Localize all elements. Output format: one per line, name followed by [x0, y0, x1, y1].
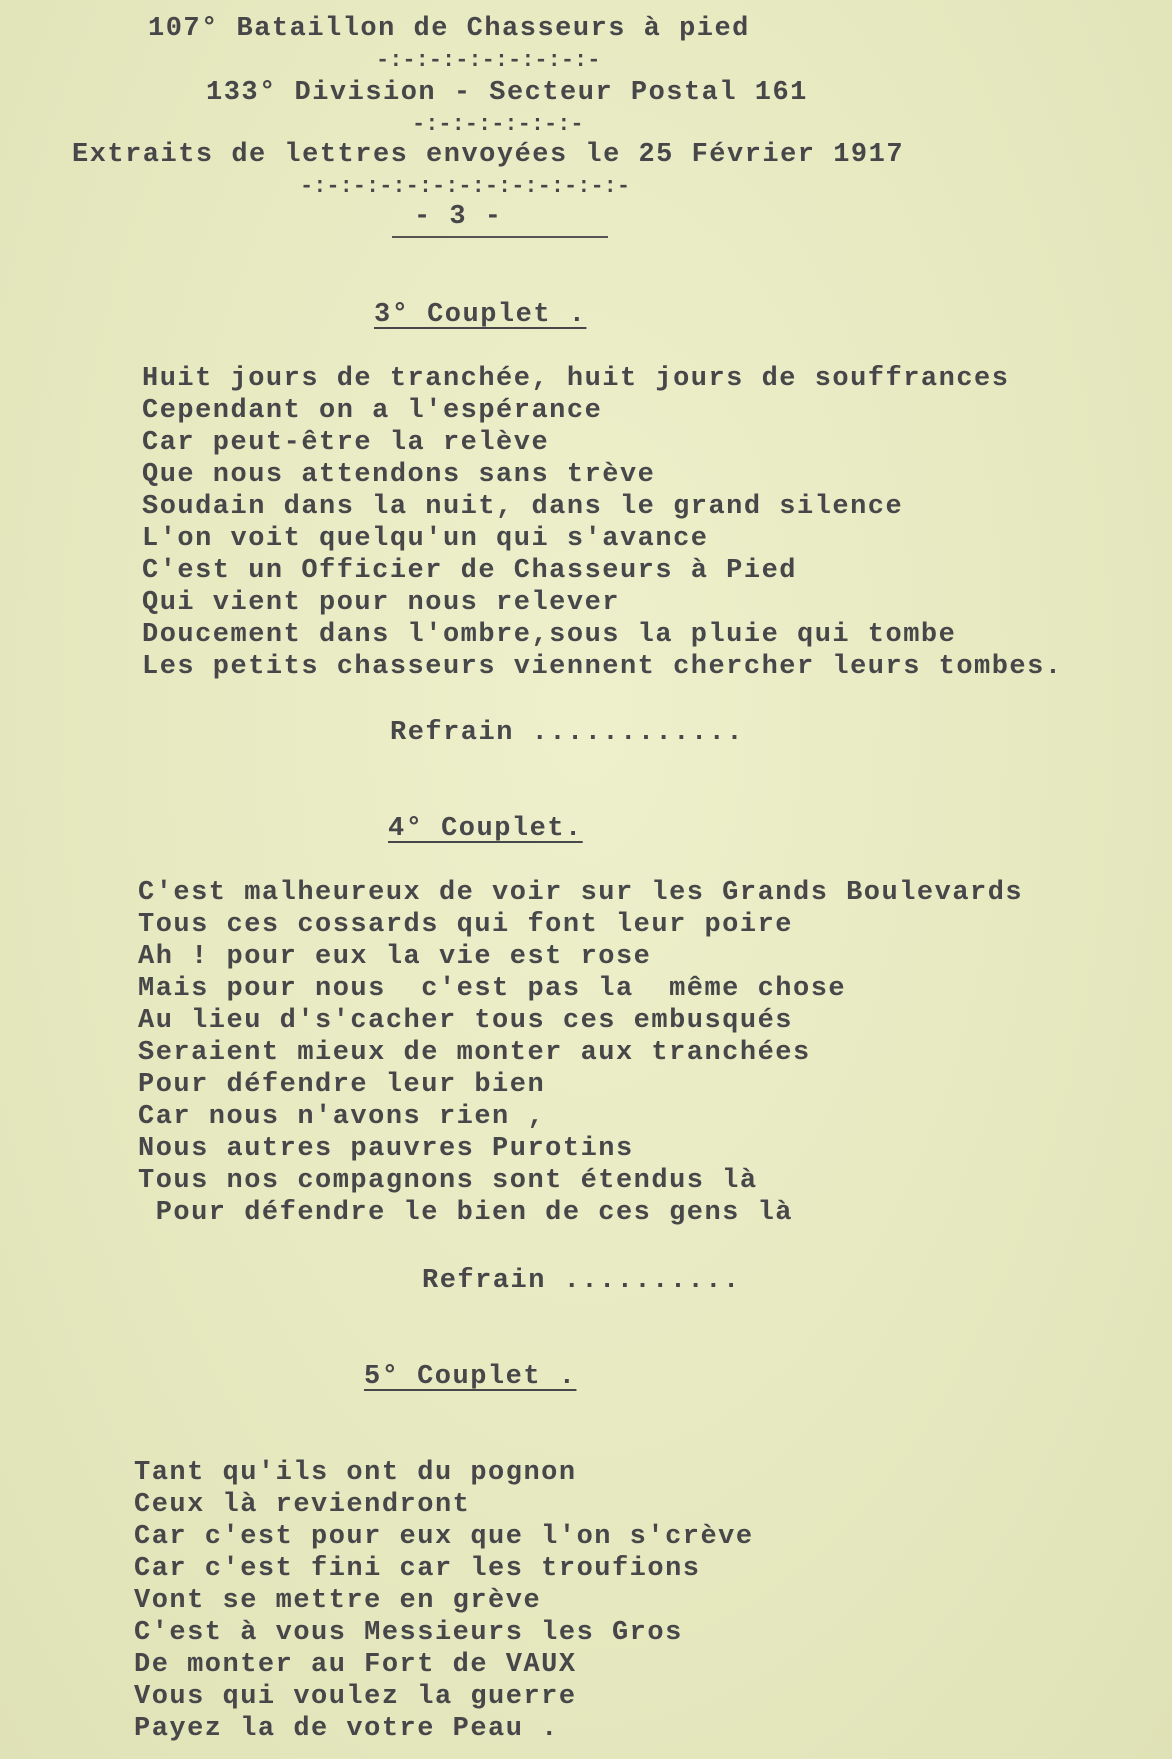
- couplet-3-line: L'on voit quelqu'un qui s'avance: [142, 524, 709, 554]
- couplet-4-line: Pour défendre leur bien: [138, 1070, 546, 1100]
- couplet-4-line: C'est malheureux de voir sur les Grands Boulevards: [138, 878, 1024, 908]
- couplet-5-line: Car c'est pour eux que l'on s'crève: [134, 1522, 754, 1552]
- couplet-5-line: De monter au Fort de VAUX: [134, 1650, 577, 1680]
- couplet-4-line: Au lieu d's'cacher tous ces embusqués: [138, 1006, 793, 1036]
- header-battalion: 107° Bataillon de Chasseurs à pied: [148, 14, 750, 44]
- couplet-3-line: Doucement dans l'ombre,sous la pluie qui tombe: [142, 620, 957, 650]
- header-separator-3: -:-:-:-:-:-:-:-:-:-:-:-:-: [300, 174, 631, 199]
- couplet-5-line: Vous qui voulez la guerre: [134, 1682, 577, 1712]
- couplet-4-line: Nous autres pauvres Purotins: [138, 1134, 634, 1164]
- header-separator-1: -:-:-:-:-:-:-:-:-: [376, 48, 601, 73]
- page-number-underline: [392, 236, 608, 238]
- couplet-4-line: Seraient mieux de monter aux tranchées: [138, 1038, 811, 1068]
- couplet-5-line: Ceux là reviendront: [134, 1490, 471, 1520]
- header-separator-2: -:-:-:-:-:-:-: [412, 112, 584, 137]
- couplet-4-line: Tous ces cossards qui font leur poire: [138, 910, 793, 940]
- couplet-3-title: 3° Couplet .: [374, 300, 587, 330]
- couplet-4-line: Pour défendre le bien de ces gens là: [138, 1198, 793, 1228]
- couplet-5-line: Payez la de votre Peau .: [134, 1714, 559, 1744]
- couplet-4-title: 4° Couplet.: [388, 814, 583, 844]
- couplet-5-line: Vont se mettre en grève: [134, 1586, 542, 1616]
- couplet-3-line: Les petits chasseurs viennent chercher leurs tombes.: [142, 652, 1063, 682]
- couplet-3-line: Cependant on a l'espérance: [142, 396, 603, 426]
- couplet-3-refrain: Refrain ............: [390, 718, 745, 748]
- page-number: - 3 -: [414, 202, 503, 232]
- couplet-4-refrain: Refrain ..........: [422, 1266, 741, 1296]
- couplet-3-line: Car peut-être la relève: [142, 428, 550, 458]
- couplet-5-line: C'est à vous Messieurs les Gros: [134, 1618, 683, 1648]
- couplet-3-line: Qui vient pour nous relever: [142, 588, 620, 618]
- couplet-3-line: Soudain dans la nuit, dans le grand silence: [142, 492, 904, 522]
- couplet-3-line: C'est un Officier de Chasseurs à Pied: [142, 556, 797, 586]
- couplet-5-line: Tant qu'ils ont du pognon: [134, 1458, 577, 1488]
- couplet-4-line: Car nous n'avons rien ,: [138, 1102, 546, 1132]
- couplet-5-title: 5° Couplet .: [364, 1362, 577, 1392]
- header-letters-date: Extraits de lettres envoyées le 25 Février 1917: [72, 140, 905, 170]
- couplet-4-line: Ah ! pour eux la vie est rose: [138, 942, 652, 972]
- couplet-3-line: Que nous attendons sans trève: [142, 460, 656, 490]
- header-division: 133° Division - Secteur Postal 161: [206, 78, 808, 108]
- couplet-5-line: Car c'est fini car les troufions: [134, 1554, 701, 1584]
- couplet-4-line: Tous nos compagnons sont étendus là: [138, 1166, 758, 1196]
- couplet-4-line: Mais pour nous c'est pas la même chose: [138, 974, 847, 1004]
- couplet-3-line: Huit jours de tranchée, huit jours de souffrances: [142, 364, 1010, 394]
